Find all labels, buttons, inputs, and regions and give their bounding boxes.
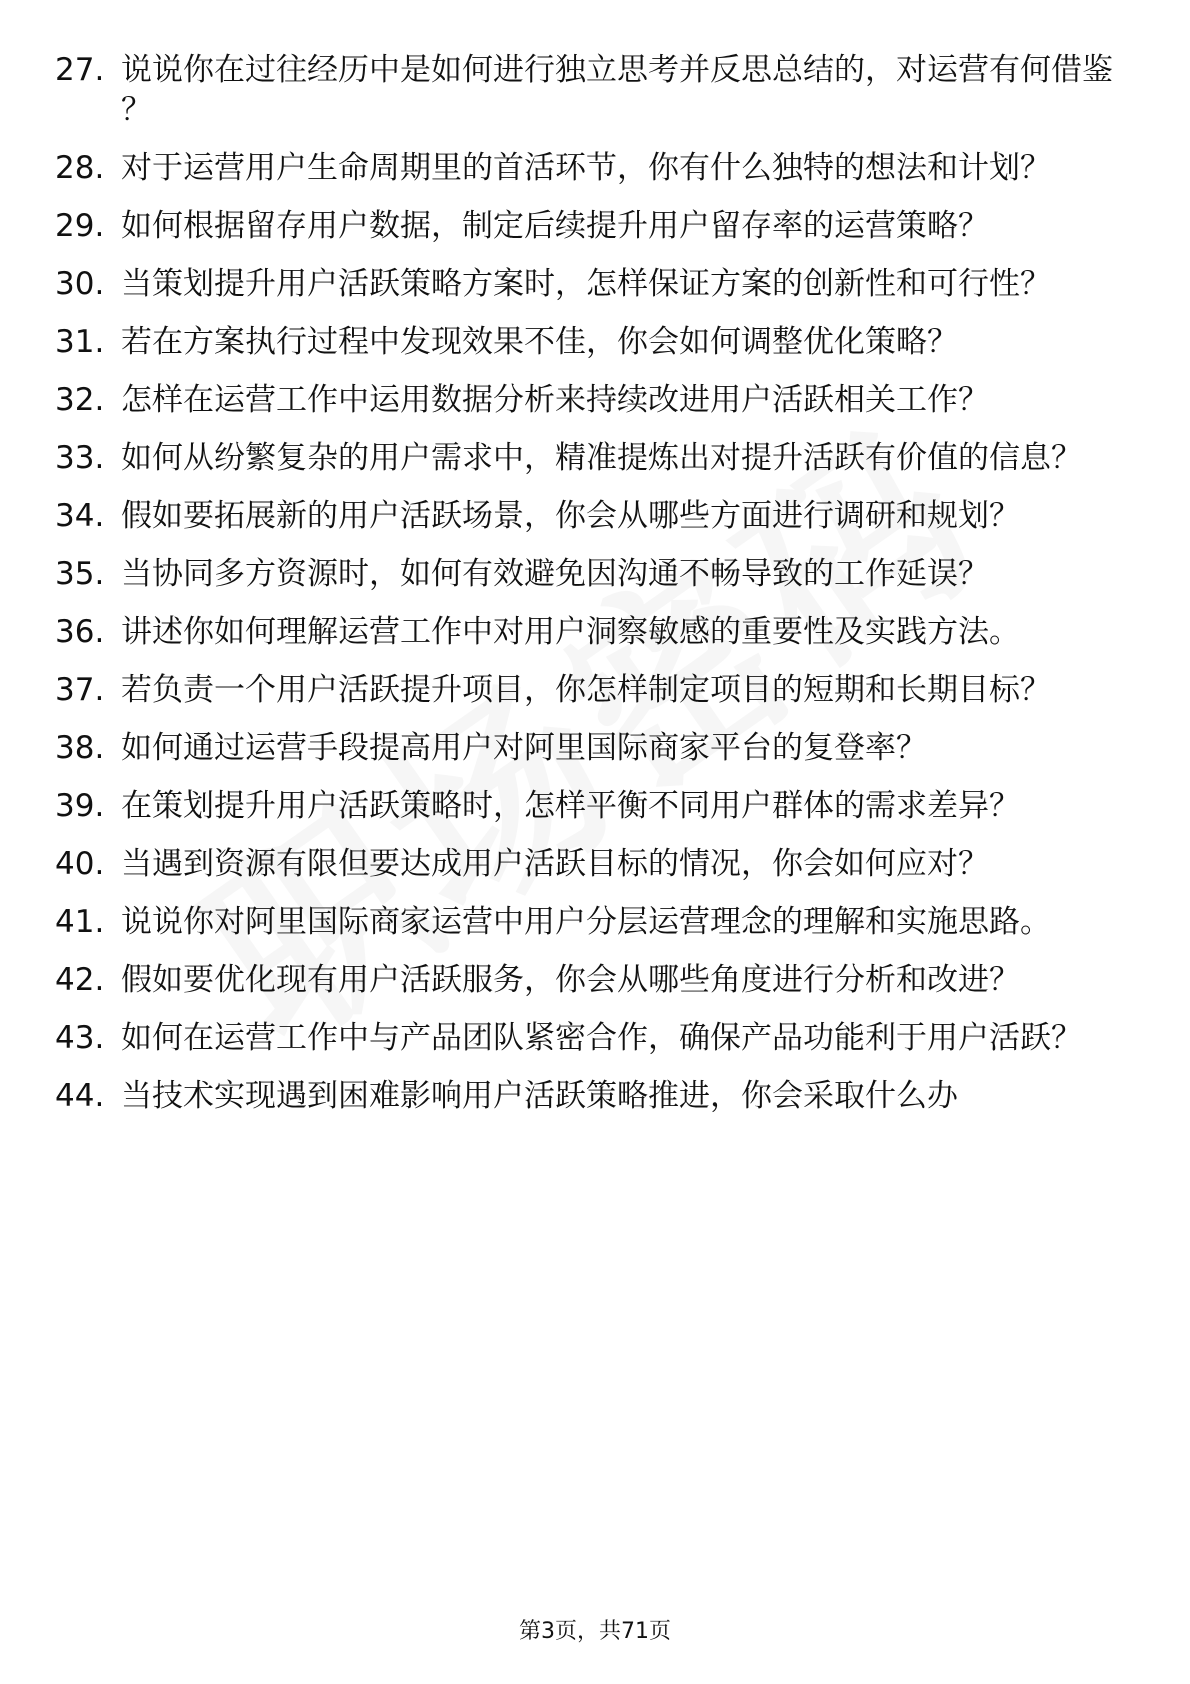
question-text: 若负责一个用户活跃提升项目，你怎样制定项目的短期和长期目标？ [121,672,1051,708]
question-text: 说说你对阿里国际商家运营中用户分层运营理念的理解和实施思路。 [121,904,1051,940]
list-item [55,322,1135,362]
question-number: 36. [55,614,105,650]
list-item [55,670,1135,710]
question-text: 说说你在过往经历中是如何进行独立思考并反思总结的，对运营有何借鉴？ [121,52,1113,128]
question-number: 32. [55,382,105,418]
question-text: 如何从纷繁复杂的用户需求中，精准提炼出对提升活跃有价值的信息？ [121,440,1082,476]
list-item [55,148,1135,188]
question-number: 30. [55,266,105,302]
question-text: 假如要拓展新的用户活跃场景，你会从哪些方面进行调研和规划？ [121,498,1020,534]
question-number: 34. [55,498,105,534]
list-item [55,50,1135,130]
question-number: 39. [55,788,105,824]
question-number: 38. [55,730,105,766]
question-number: 27. [55,52,105,88]
question-text: 当技术实现遇到困难影响用户活跃策略推进，你会采取什么办 [121,1078,958,1114]
question-list [55,50,1135,1134]
list-item [55,612,1135,652]
list-item [55,786,1135,826]
question-text: 若在方案执行过程中发现效果不佳，你会如何调整优化策略？ [121,324,958,360]
list-item [55,902,1135,942]
list-item [55,844,1135,884]
question-number: 28. [55,150,105,186]
question-number: 41. [55,904,105,940]
question-number: 29. [55,208,105,244]
list-item [55,264,1135,304]
list-item [55,380,1135,420]
list-item [55,1018,1135,1058]
question-number: 35. [55,556,105,592]
question-text: 当策划提升用户活跃策略方案时，怎样保证方案的创新性和可行性？ [121,266,1051,302]
list-item [55,960,1135,1000]
question-number: 43. [55,1020,105,1056]
question-number: 40. [55,846,105,882]
list-item [55,1076,1135,1116]
question-number: 44. [55,1078,105,1114]
question-text: 如何根据留存用户数据，制定后续提升用户留存率的运营策略？ [121,208,989,244]
question-number: 37. [55,672,105,708]
question-text: 如何通过运营手段提高用户对阿里国际商家平台的复登率？ [121,730,927,766]
question-text: 假如要优化现有用户活跃服务，你会从哪些角度进行分析和改进？ [121,962,1020,998]
list-item [55,206,1135,246]
question-text: 在策划提升用户活跃策略时，怎样平衡不同用户群体的需求差异？ [121,788,1020,824]
page-indicator: 第3页，共71页 [519,1619,671,1644]
question-text: 如何在运营工作中与产品团队紧密合作，确保产品功能利于用户活跃？ [121,1020,1082,1056]
question-text: 当遇到资源有限但要达成用户活跃目标的情况，你会如何应对？ [121,846,989,882]
list-item [55,496,1135,536]
question-number: 33. [55,440,105,476]
question-text: 怎样在运营工作中运用数据分析来持续改进用户活跃相关工作？ [121,382,989,418]
question-number: 31. [55,324,105,360]
question-number: 42. [55,962,105,998]
question-text: 讲述你如何理解运营工作中对用户洞察敏感的重要性及实践方法。 [121,614,1020,650]
list-item [55,554,1135,594]
question-text: 对于运营用户生命周期里的首活环节，你有什么独特的想法和计划？ [121,150,1051,186]
question-text: 当协同多方资源时，如何有效避免因沟通不畅导致的工作延误？ [121,556,989,592]
list-item [55,438,1135,478]
list-item [55,728,1135,768]
